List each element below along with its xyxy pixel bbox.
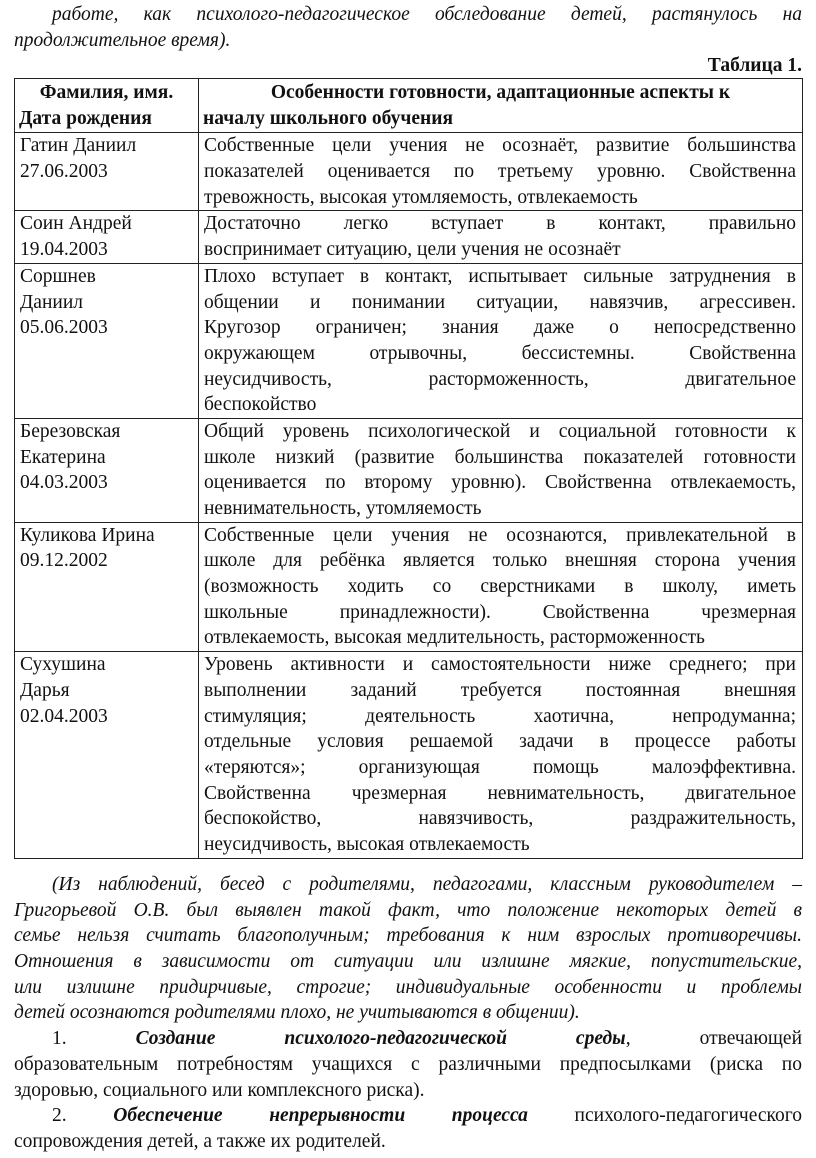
column-header [15,79,199,133]
list-item-text: психолого-педагогического [527,1105,803,1127]
description-line: беспокойство [204,394,317,416]
description-line: отдельные условия решаемой задачи в процессе работы [204,731,796,753]
student-name-line: 02.04.2003 [20,705,108,727]
description-cell [199,211,803,263]
description-cell [199,418,803,522]
header-line: Дата рождения [19,107,152,129]
body-text [14,872,802,1155]
note-line: Григорьевой О.В. был выявлен такой факт, что положение некоторых детей в [14,899,802,921]
description-line: невнимательность, утомляемость [204,498,482,519]
student-cell [15,418,199,522]
list-item-line: здоровью, социального или комплексного риска). [14,1079,425,1101]
observation-note [14,872,802,1026]
note-line: Отношения в зависимости от ситуации или излишне мягкие, попустительские, [14,951,802,973]
table-row [15,522,803,651]
description-line: тревожность, высокая утомляемость, отвлекаемость [204,186,638,208]
description-line: Собственные цели учения не осознаёт, развитие большинства [204,135,796,157]
student-name-line: Дарья [20,679,70,701]
description-line: школе низкий (развитие большинства показателей готовности [204,446,796,468]
description-line: Общий уровень психологической и социальной готовности к [204,420,796,442]
list-item [14,1103,802,1154]
description-line: «теряются»; организующая помощь малоэффективна. [204,756,796,778]
table-row [15,263,803,418]
list-item-line: образовательным потребностям учащихся с различными предпосылками (риска по [14,1053,802,1075]
text-line: работе, как психолого-педагогическое обследование детей, растянулось на [52,4,802,25]
student-name-line: Соршнев [20,265,96,287]
student-name-line: 04.03.2003 [20,472,108,494]
description-line: показателей оценивается по третьему уровню. Свойственна [204,161,796,183]
list-item-first-line [14,1026,802,1052]
student-name-line: 19.04.2003 [20,239,108,261]
table-caption: Таблица 1. [707,55,802,76]
description-line: оценивается по второму уровню). Свойственна отвлекаемость, [204,472,796,494]
description-line: Уровень активности и самостоятельности ниже среднего; при [204,654,796,676]
description-line: Собственные цели учения не осознаются, привлекательной в [204,524,796,546]
student-cell [15,263,199,418]
student-name-line: Екатерина [20,446,106,468]
student-name-line: Гатин Даниил [20,135,137,157]
list-item-emphasis: Обеспечение непрерывности процесса [113,1105,528,1127]
description-line: выполнении заданий требуется постоянная внешняя [204,679,796,701]
description-line: школе для ребёнка является только внешняя сторона учения [204,550,796,572]
list-item-line: сопровождения детей, а также их родителей. [14,1130,386,1152]
description-line: воспринимает ситуацию, цели учения не осознаёт [204,239,621,261]
header-line: Фамилия, имя. [39,82,174,103]
student-name-line: Березовская [20,420,121,442]
children-readiness-table [14,78,803,859]
description-line: Кругозор ограничен; знания даже о непосредственно [204,317,796,339]
student-cell [15,211,199,263]
note-line: (Из наблюдений, бесед с родителями, педагогами, классным руководителем – [52,874,802,895]
intro-paragraph [14,2,802,53]
description-line: Свойственна чрезмерная невнимательность, двигательное [204,782,796,804]
description-line: Плохо вступает в контакт, испытывает сильные затруднения в [204,265,796,287]
student-name-line: Куликова Ирина [20,524,155,546]
header-line: Особенности готовности, адаптационные аспекты к [270,82,731,103]
student-name-line: Сухушина [20,654,106,676]
table-header-row [15,79,803,133]
description-line: неусидчивость, высокая отвлекаемость [204,833,530,855]
table-row [15,652,803,859]
student-cell [15,652,199,859]
list-item [14,1026,802,1103]
description-cell [199,652,803,859]
student-name-line: Соин Андрей [20,213,132,235]
note-line: семье нельзя считать благополучным; требования к ним взрослых противоречивы. [14,925,802,947]
student-name-line: 09.12.2002 [20,550,108,572]
description-line: общении и понимании ситуации, навязчив, агрессивен. [204,291,796,313]
description-cell [199,522,803,651]
table-row [15,211,803,263]
description-line: неусидчивость, расторможенность, двигательное [204,368,796,390]
student-name-line: Даниил [20,291,83,313]
student-cell [15,522,199,651]
list-item-emphasis: Создание психолого-педагогической среды [135,1028,626,1050]
student-name-line: 27.06.2003 [20,161,108,183]
note-line: детей осознаются родителями плохо, не учитываются в общении). [14,1002,580,1024]
description-line: Достаточно легко вступает в контакт, правильно [204,213,796,235]
description-line: отвлекаемость, высокая медлительность, расторможенность [204,627,705,649]
table-row [15,133,803,211]
column-header [199,79,803,133]
list-number: 1. [52,1028,67,1050]
description-line: (возможность ходить со сверстниками в школу, иметь [204,576,796,598]
table-row [15,418,803,522]
text-line: продолжительное время). [14,29,231,51]
student-cell [15,133,199,211]
list-number: 2. [52,1105,67,1127]
student-name-line: 05.06.2003 [20,317,108,339]
description-line: стимуляция; деятельность хаотична, непродуманна; [204,705,796,727]
description-line: беспокойство, навязчивость, раздражительность, [204,808,796,830]
description-cell [199,133,803,211]
description-line: школьные принадлежности). Свойственна чрезмерная [204,601,796,623]
list-item-first-line [14,1103,802,1129]
description-line: окружающем отрывочны, бессистемны. Свойственна [204,342,796,364]
header-line: началу школьного обучения [203,107,454,129]
list-item-text: , отвечающей [625,1028,802,1050]
numbered-list [14,1026,802,1154]
description-cell [199,263,803,418]
note-line: или излишне придирчивые, строгие; индивидуальные особенности и проблемы [14,976,802,998]
